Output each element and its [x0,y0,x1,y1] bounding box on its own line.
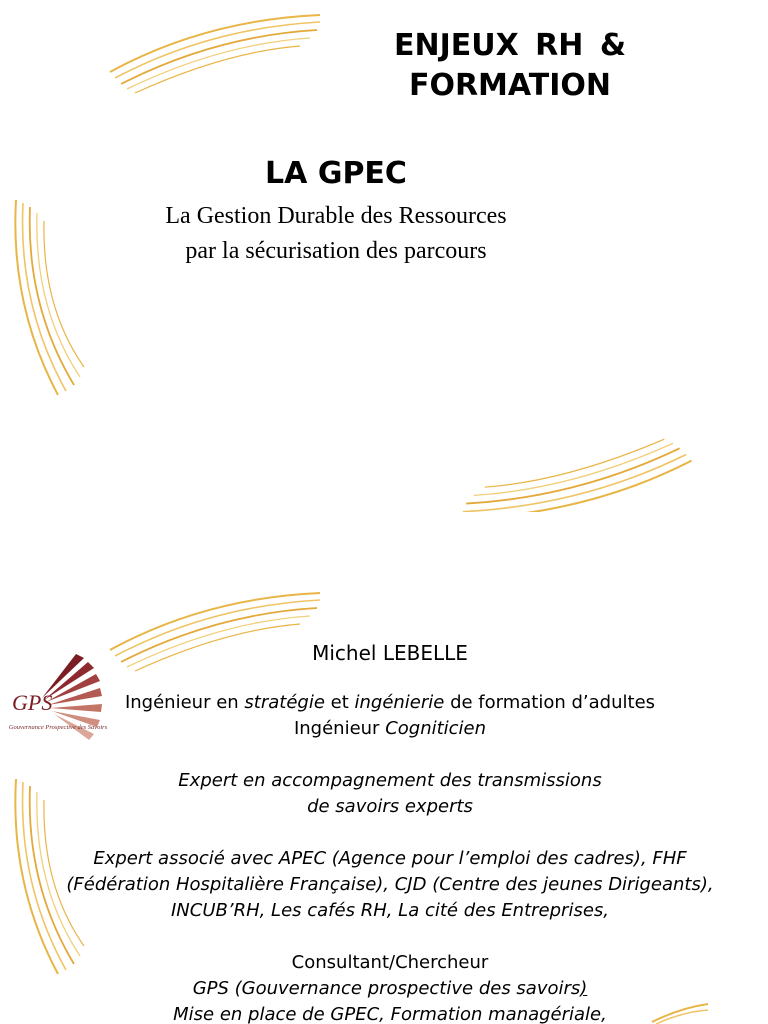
text-segment: et [324,692,355,713]
bio-line-engineer [0,690,768,716]
text-segment: INCUB’RH, Les cafés RH, La cité des Entreprises, [170,900,610,921]
text-segment: Expert associé avec APEC (Agence pour l’emploi des cadres), FHF [93,848,687,869]
slide-title [330,26,690,106]
subtitle-line-2: par la sécurisation des parcours [185,238,487,264]
speaker-bio [0,640,768,1024]
title-line-1: ENJEUX RH & [393,28,626,63]
text-segment: de formation d’adultes [444,692,656,713]
text-segment: de savoirs experts [307,796,473,817]
bio-line-expert-1 [0,768,768,794]
subtitle-line-1: La Gestion Durable des Ressources [165,203,507,229]
bio-line-consultant: Consultant/Chercheur [291,952,489,973]
gold-swoosh-decoration [105,10,330,100]
text-segment: Ingénieur en [124,692,245,713]
text-segment: ingénierie [354,692,445,713]
bio-line-mise [0,1002,768,1024]
bio-line-assoc-1 [0,846,768,872]
bio-line-gps [0,976,768,1002]
gpec-heading: LA GPEC [265,156,407,191]
gpec-subtitle [0,199,672,269]
speaker-name: Michel LEBELLE [312,641,468,665]
text-segment: GPS (Gouvernance prospective des savoirs [192,978,581,999]
text-segment: Cogniticien [385,718,487,739]
bio-line-assoc-2 [0,872,768,898]
text-segment: (Fédération Hospitalière Française), CJD (Centre des jeunes Dirigeants), [66,874,714,895]
logo-text: GPS [12,690,53,715]
logo-caption: Gouvernance Prospective des Savoirs [8,724,108,731]
bio-line-assoc-3 [0,898,768,924]
text-segment: Expert en accompagnement des transmissions [178,770,602,791]
text-segment: Ingénieur [293,718,386,739]
gold-swoosh-decoration [452,432,697,512]
title-line-2: FORMATION [408,68,612,103]
bio-line-expert-2 [0,794,768,820]
bio-line-cogniticien [0,716,768,742]
text-segment: stratégie [244,692,325,713]
text-segment: ) [580,978,588,999]
text-segment: Mise en place de GPEC, Formation managériale, [173,1004,607,1024]
slide-2 [0,512,768,1024]
